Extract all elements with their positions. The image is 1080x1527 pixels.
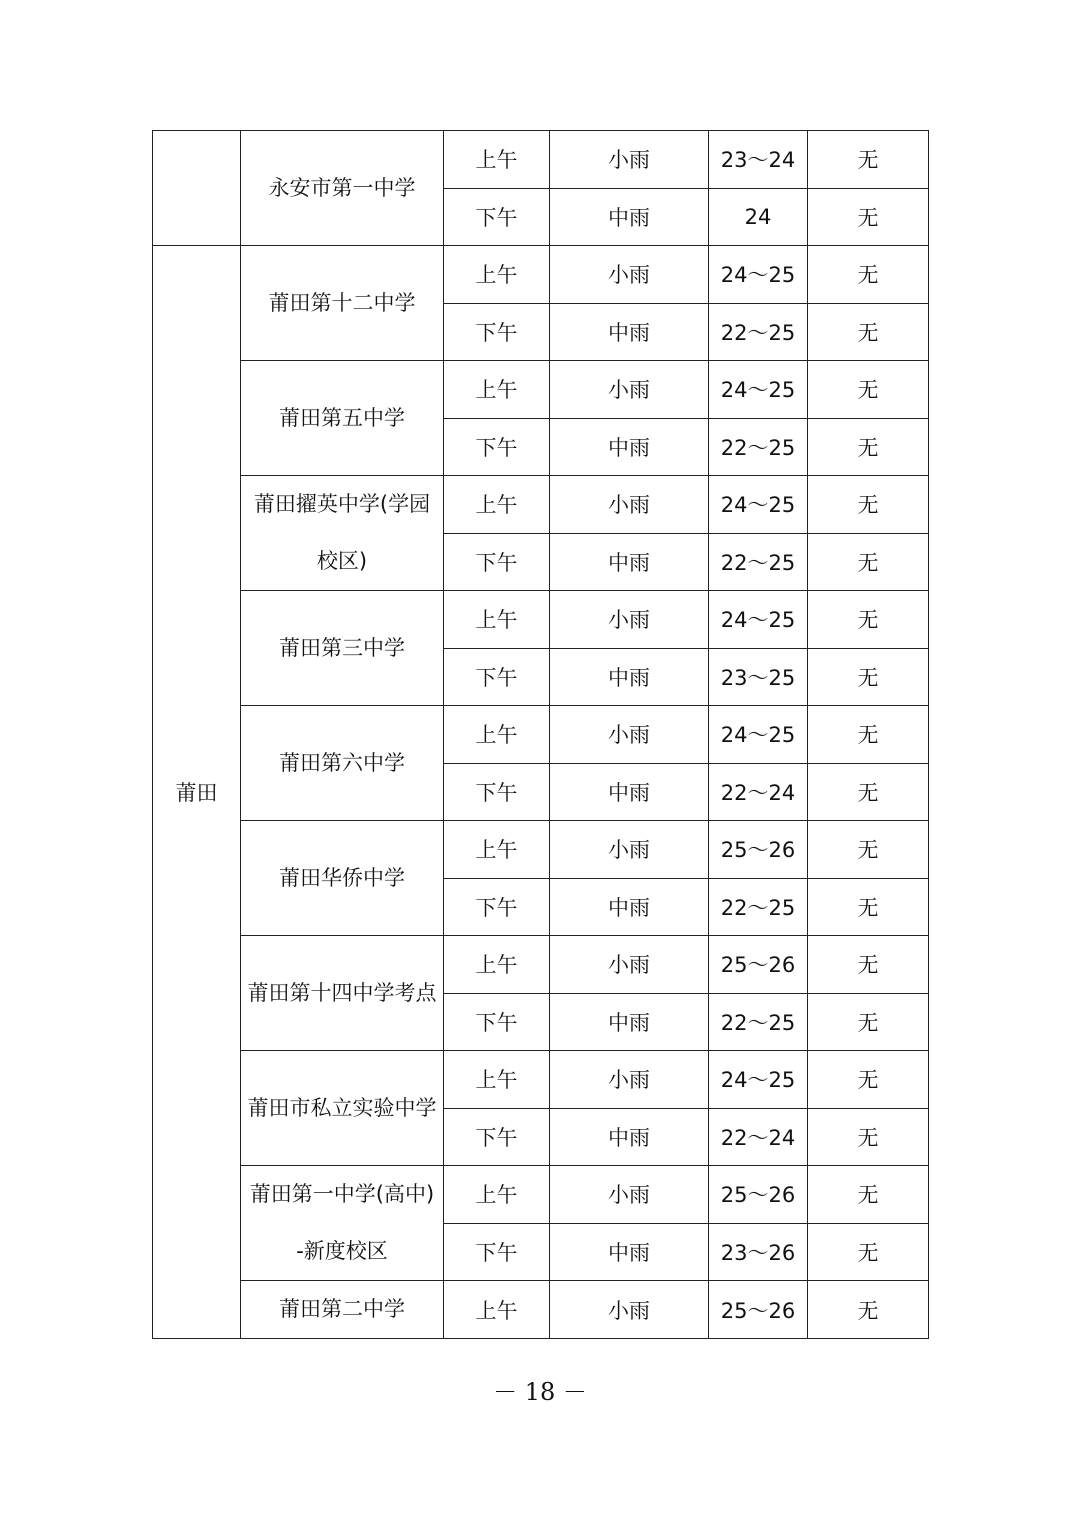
temperature-cell: 25～26 bbox=[709, 936, 808, 994]
page-number: － 18 － bbox=[493, 1378, 587, 1406]
temperature-cell: 22～24 bbox=[709, 763, 808, 821]
temperature-cell: 25～26 bbox=[709, 1281, 808, 1339]
time-cell: 下午 bbox=[444, 1223, 550, 1281]
time-cell: 上午 bbox=[444, 1166, 550, 1224]
note-cell: 无 bbox=[808, 648, 929, 706]
weather-cell: 小雨 bbox=[550, 246, 709, 304]
table-row bbox=[153, 706, 929, 764]
region-cell bbox=[153, 131, 241, 246]
note-cell: 无 bbox=[808, 131, 929, 189]
time-cell: 上午 bbox=[444, 131, 550, 189]
school-cell bbox=[241, 361, 444, 476]
weather-cell: 中雨 bbox=[550, 1108, 709, 1166]
table-row bbox=[153, 246, 929, 304]
note-cell: 无 bbox=[808, 1223, 929, 1281]
temperature-cell: 24～25 bbox=[709, 476, 808, 534]
temperature-cell: 25～26 bbox=[709, 1166, 808, 1224]
temperature-cell: 24～25 bbox=[709, 1051, 808, 1109]
temperature-cell: 22～24 bbox=[709, 1108, 808, 1166]
note-cell: 无 bbox=[808, 533, 929, 591]
weather-cell: 中雨 bbox=[550, 188, 709, 246]
weather-cell: 小雨 bbox=[550, 361, 709, 419]
school-cell bbox=[241, 821, 444, 936]
time-cell: 下午 bbox=[444, 878, 550, 936]
weather-cell: 中雨 bbox=[550, 303, 709, 361]
note-cell: 无 bbox=[808, 821, 929, 879]
note-cell: 无 bbox=[808, 361, 929, 419]
table-row bbox=[153, 1281, 929, 1339]
time-cell: 下午 bbox=[444, 648, 550, 706]
note-cell: 无 bbox=[808, 591, 929, 649]
school-cell bbox=[241, 1051, 444, 1166]
time-cell: 下午 bbox=[444, 188, 550, 246]
weather-cell: 中雨 bbox=[550, 533, 709, 591]
school-name: 莆田第二中学 bbox=[279, 1297, 405, 1321]
note-cell: 无 bbox=[808, 303, 929, 361]
school-name: 莆田华侨中学 bbox=[279, 865, 405, 890]
temperature-cell: 24～25 bbox=[709, 361, 808, 419]
note-cell: 无 bbox=[808, 188, 929, 246]
time-cell: 下午 bbox=[444, 993, 550, 1051]
time-cell: 上午 bbox=[444, 361, 550, 419]
school-name: 莆田擢英中学(学园校区) bbox=[253, 492, 431, 573]
temperature-cell: 22～25 bbox=[709, 418, 808, 476]
school-cell bbox=[241, 591, 444, 706]
note-cell: 无 bbox=[808, 1051, 929, 1109]
weather-cell: 中雨 bbox=[550, 878, 709, 936]
note-cell: 无 bbox=[808, 936, 929, 994]
weather-cell: 小雨 bbox=[550, 706, 709, 764]
weather-cell: 中雨 bbox=[550, 648, 709, 706]
weather-cell: 小雨 bbox=[550, 1166, 709, 1224]
table-row bbox=[153, 131, 929, 189]
time-cell: 上午 bbox=[444, 821, 550, 879]
weather-cell: 中雨 bbox=[550, 993, 709, 1051]
region-cell: 莆田 bbox=[153, 246, 241, 1339]
weather-cell: 中雨 bbox=[550, 763, 709, 821]
weather-forecast-table bbox=[152, 130, 929, 1339]
school-cell bbox=[241, 936, 444, 1051]
weather-cell: 中雨 bbox=[550, 1223, 709, 1281]
temperature-cell: 25～26 bbox=[709, 821, 808, 879]
note-cell: 无 bbox=[808, 763, 929, 821]
table-row bbox=[153, 361, 929, 419]
time-cell: 下午 bbox=[444, 533, 550, 591]
school-cell bbox=[241, 706, 444, 821]
time-cell: 下午 bbox=[444, 303, 550, 361]
table-row bbox=[153, 936, 929, 994]
temperature-cell: 22～25 bbox=[709, 533, 808, 591]
temperature-cell: 22～25 bbox=[709, 303, 808, 361]
temperature-cell: 24～25 bbox=[709, 591, 808, 649]
weather-cell: 小雨 bbox=[550, 131, 709, 189]
weather-cell: 小雨 bbox=[550, 1281, 709, 1339]
school-cell bbox=[241, 1166, 444, 1281]
note-cell: 无 bbox=[808, 1281, 929, 1339]
weather-cell: 小雨 bbox=[550, 1051, 709, 1109]
temperature-cell: 23～26 bbox=[709, 1223, 808, 1281]
note-cell: 无 bbox=[808, 1166, 929, 1224]
temperature-cell: 24 bbox=[709, 188, 808, 246]
school-name: 莆田第五中学 bbox=[279, 405, 405, 430]
school-name: 莆田第三中学 bbox=[279, 635, 405, 660]
school-name: 莆田第十二中学 bbox=[268, 290, 416, 315]
note-cell: 无 bbox=[808, 878, 929, 936]
time-cell: 上午 bbox=[444, 1051, 550, 1109]
table-body bbox=[153, 131, 929, 1339]
time-cell: 上午 bbox=[444, 591, 550, 649]
school-name: 永安市第一中学 bbox=[268, 175, 416, 200]
note-cell: 无 bbox=[808, 706, 929, 764]
school-name: 莆田第六中学 bbox=[279, 750, 405, 775]
table-row bbox=[153, 591, 929, 649]
school-cell bbox=[241, 246, 444, 361]
temperature-cell: 22～25 bbox=[709, 878, 808, 936]
time-cell: 上午 bbox=[444, 476, 550, 534]
temperature-cell: 24～25 bbox=[709, 246, 808, 304]
temperature-cell: 22～25 bbox=[709, 993, 808, 1051]
temperature-cell: 23～24 bbox=[709, 131, 808, 189]
time-cell: 上午 bbox=[444, 246, 550, 304]
weather-cell: 小雨 bbox=[550, 821, 709, 879]
school-cell bbox=[241, 1281, 444, 1339]
table-row bbox=[153, 1051, 929, 1109]
table-row bbox=[153, 476, 929, 534]
note-cell: 无 bbox=[808, 418, 929, 476]
school-name: 莆田第一中学(高中)-新度校区 bbox=[249, 1182, 435, 1263]
weather-cell: 中雨 bbox=[550, 418, 709, 476]
table-row bbox=[153, 821, 929, 879]
table-row bbox=[153, 1166, 929, 1224]
temperature-cell: 24～25 bbox=[709, 706, 808, 764]
weather-cell: 小雨 bbox=[550, 936, 709, 994]
weather-cell: 小雨 bbox=[550, 476, 709, 534]
note-cell: 无 bbox=[808, 1108, 929, 1166]
school-name: 莆田第十四中学考点 bbox=[247, 980, 437, 1005]
time-cell: 上午 bbox=[444, 706, 550, 764]
school-name: 莆田市私立实验中学 bbox=[247, 1095, 437, 1120]
time-cell: 上午 bbox=[444, 936, 550, 994]
time-cell: 下午 bbox=[444, 1108, 550, 1166]
school-cell bbox=[241, 476, 444, 591]
weather-cell: 小雨 bbox=[550, 591, 709, 649]
note-cell: 无 bbox=[808, 246, 929, 304]
school-cell bbox=[241, 131, 444, 246]
time-cell: 下午 bbox=[444, 763, 550, 821]
time-cell: 上午 bbox=[444, 1281, 550, 1339]
temperature-cell: 23～25 bbox=[709, 648, 808, 706]
time-cell: 下午 bbox=[444, 418, 550, 476]
note-cell: 无 bbox=[808, 476, 929, 534]
note-cell: 无 bbox=[808, 993, 929, 1051]
